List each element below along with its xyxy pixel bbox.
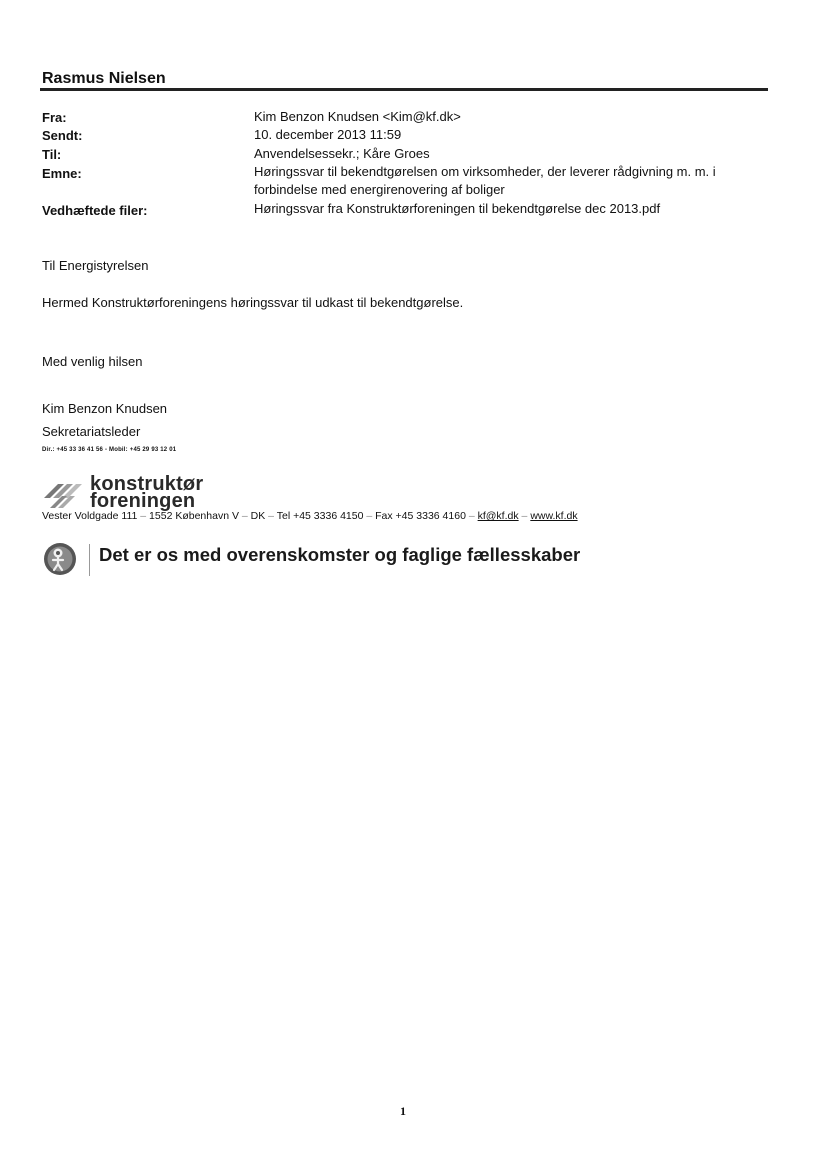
company-logo [42, 473, 242, 512]
separator: – [241, 510, 248, 522]
mailbox-owner: Rasmus Nielsen [42, 70, 166, 87]
phone-line: Dir.: +45 33 36 41 56 - Mobil: +45 29 93 12 01 [42, 447, 177, 453]
attachments-label: Vedhæftede filer: [42, 203, 148, 218]
message-text: Hermed Konstruktørforeningens høringssvar til udkast til bekendtgørelse. [42, 295, 464, 310]
sender-name: Kim Benzon Knudsen [42, 401, 168, 416]
separator: – [140, 510, 147, 522]
greeting: Til Energistyrelsen [42, 258, 149, 273]
subject-value: Høringssvar til bekendtgørelsen om virksomheder, der leverer rådgivning m. m. i forbindelse med energirenovering af boliger [254, 164, 716, 197]
header-rule [40, 88, 768, 91]
separator: – [468, 510, 475, 522]
logo-text-line1: konstruktør [90, 473, 204, 495]
from-label: Fra: [42, 110, 67, 125]
subject-label: Emne: [42, 166, 82, 181]
to-label: Til: [42, 147, 62, 162]
separator: – [521, 510, 528, 522]
company-address [42, 510, 578, 522]
tagline-divider [89, 544, 90, 576]
website-link[interactable]: www.kf.dk [530, 510, 578, 522]
sender-title: Sekretariatsleder [42, 424, 141, 439]
to-value: Anvendelsessekr.; Kåre Groes [254, 146, 430, 161]
logo-text-line2: foreningen [90, 490, 196, 512]
sent-label: Sendt: [42, 128, 83, 143]
from-value: Kim Benzon Knudsen <Kim@kf.dk> [254, 109, 461, 124]
sent-value: 10. december 2013 11:59 [254, 127, 402, 142]
page-number: 1 [400, 1104, 406, 1118]
telephone: Tel +45 3336 4150 [276, 510, 364, 522]
attachments-value[interactable]: Høringssvar fra Konstruktørforeningen til bekendtgørelse dec 2013.pdf [254, 201, 661, 216]
separator: – [366, 510, 373, 522]
figure-badge-icon [43, 542, 77, 576]
country: DK [250, 510, 266, 522]
street-address: Vester Voldgade 111 [42, 510, 138, 522]
separator: – [268, 510, 274, 522]
fax: Fax +45 3336 4160 [375, 510, 466, 522]
postal-address: 1552 København V [149, 510, 239, 522]
logo-mark-icon [42, 478, 88, 510]
closing: Med venlig hilsen [42, 354, 143, 369]
email-link[interactable]: kf@kf.dk [477, 510, 519, 522]
tagline: Det er os med overenskomster og faglige fællesskaber [99, 544, 581, 565]
